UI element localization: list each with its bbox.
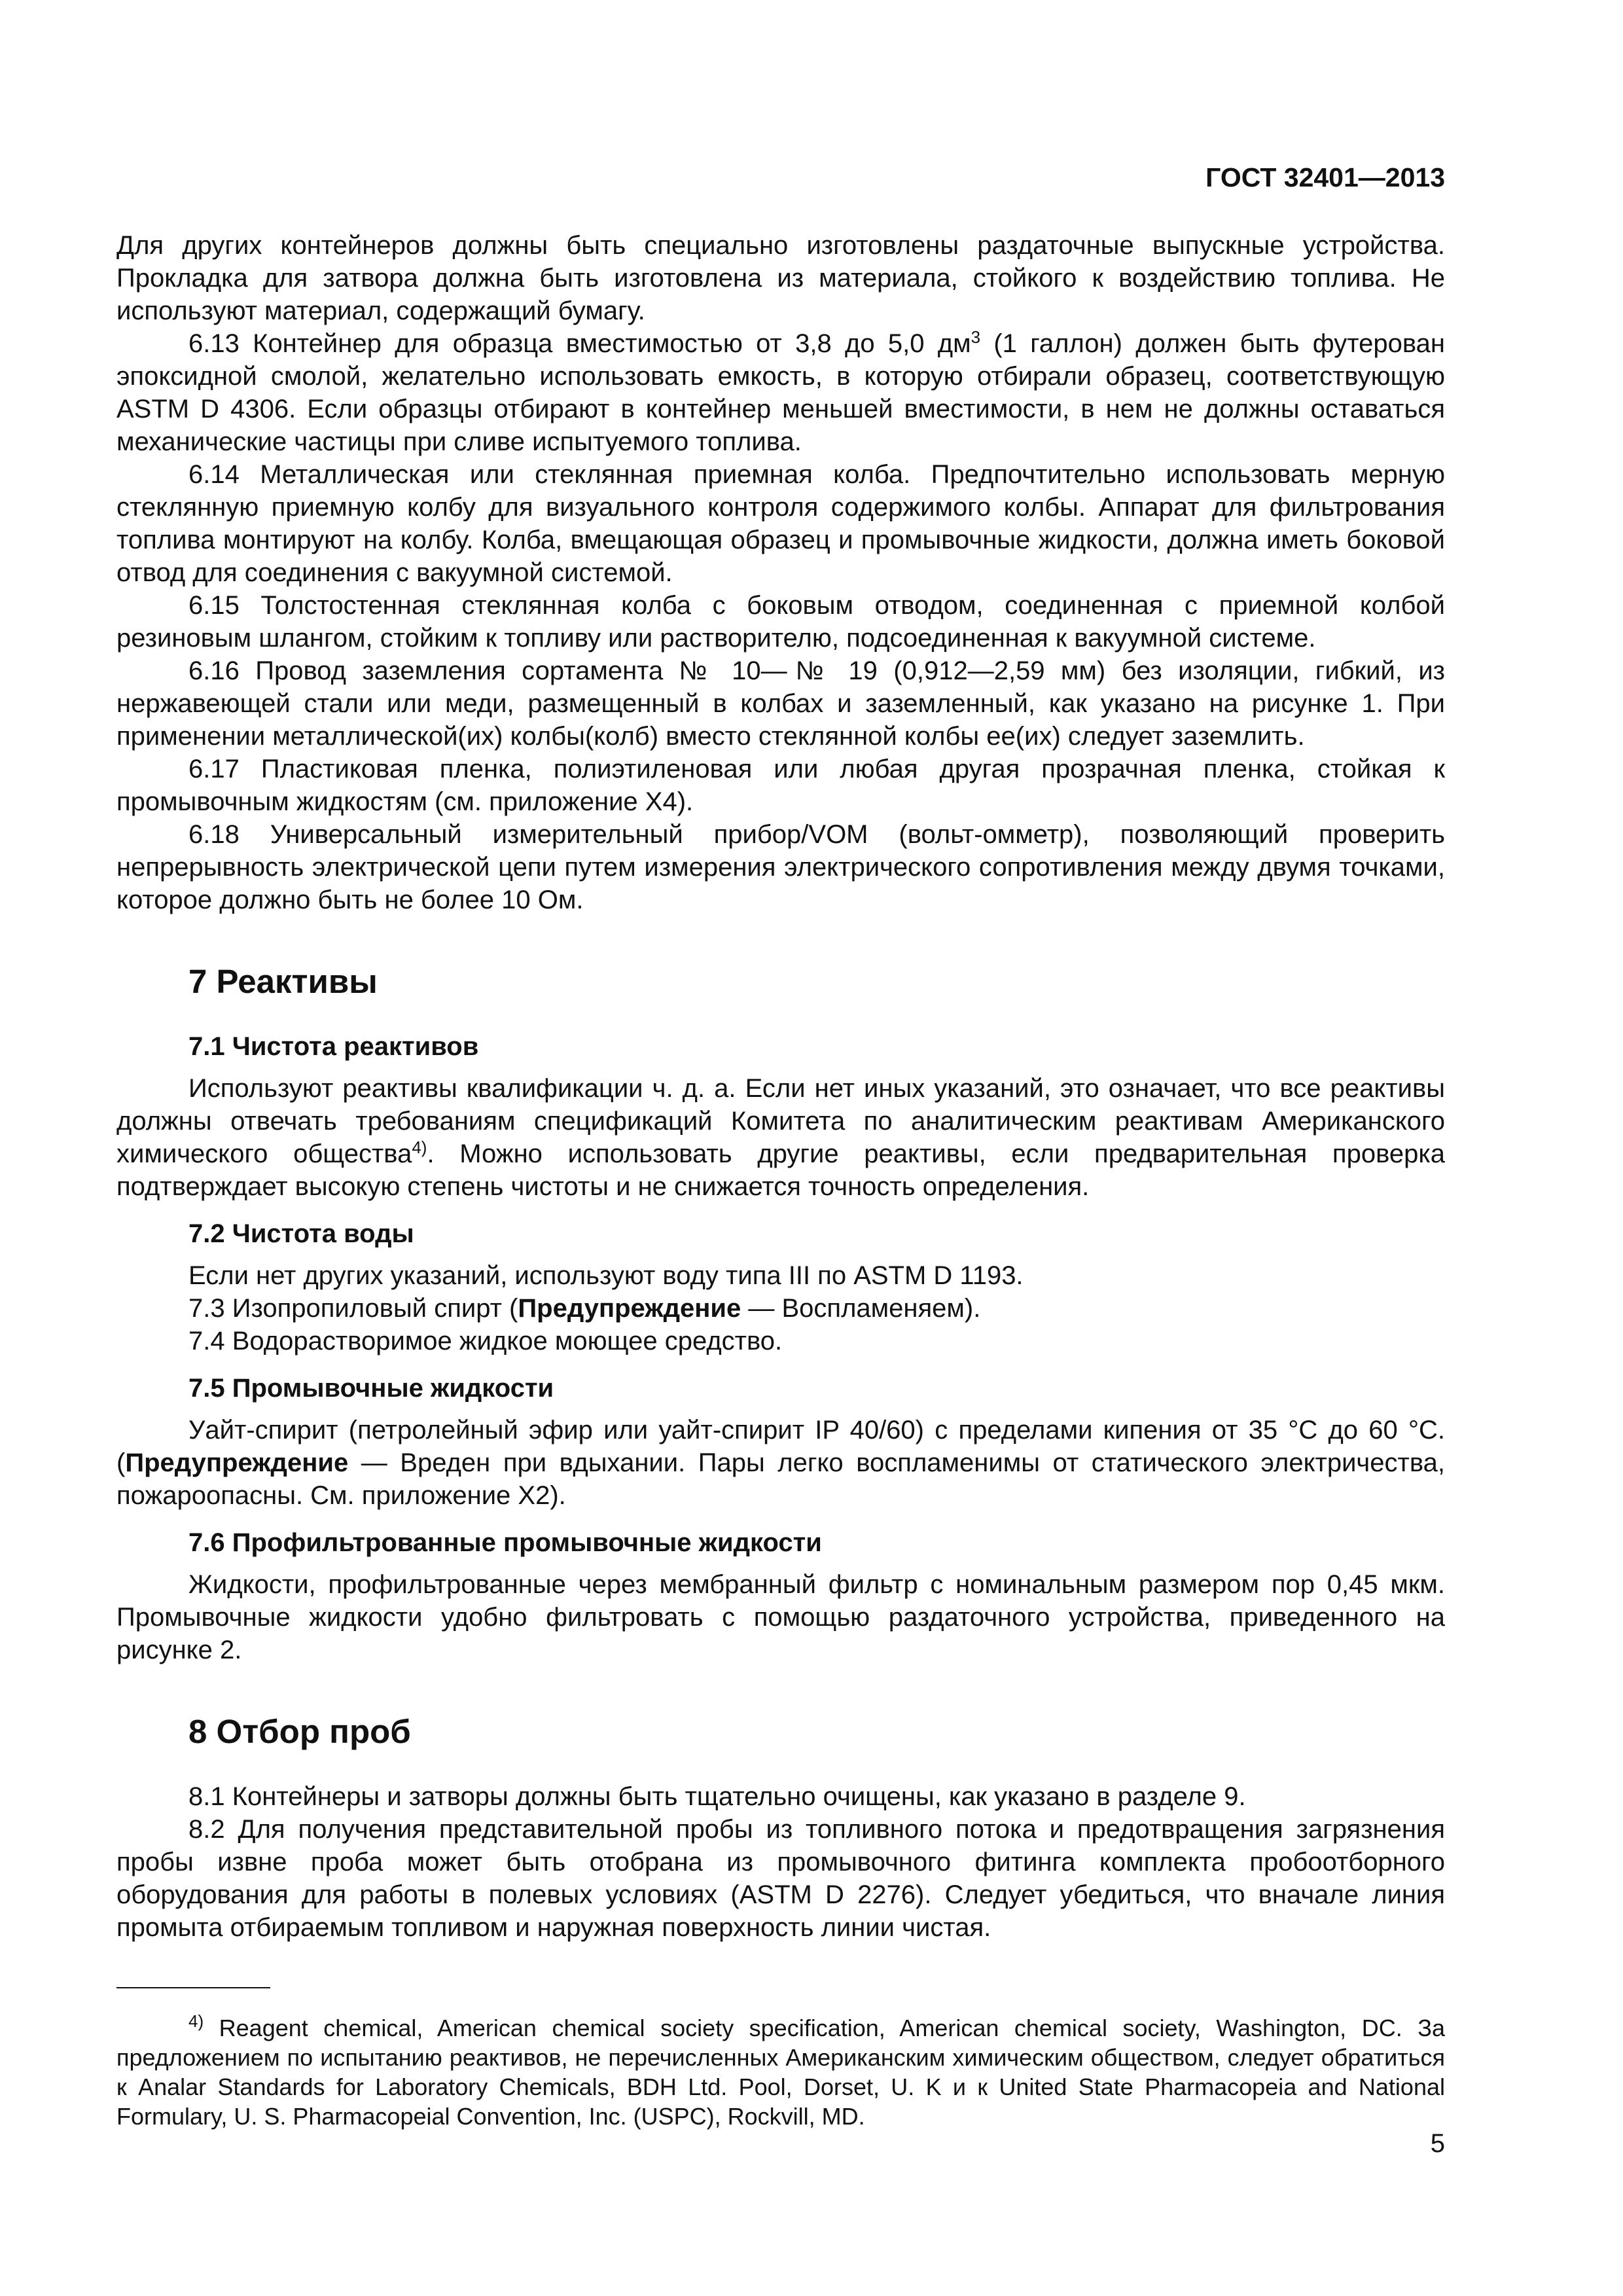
- paragraph-7-3-part2: — Воспламеняем).: [741, 1294, 981, 1323]
- superscript-cubic: 3: [971, 327, 981, 347]
- warning-label: Предупреждение: [125, 1448, 349, 1477]
- paragraph-6-13-part1: 6.13 Контейнер для образца вместимостью от 3,8 до 5,0 дм: [188, 329, 971, 358]
- paragraph-7-5-part1: Уайт-спирит (петролейный эфир или уайт-спирит IP 40/60) с пределами кипения от 35 °С до 60 °С. (: [116, 1416, 1445, 1477]
- section-8-heading: 8 Отбор проб: [188, 1713, 411, 1750]
- paragraph-continuation: Для других контейнеров должны быть специально изготовлены раздаточные выпускные устройства. Прокладка для затвора должна быть изготовлена из материала, стойкого к воздействию топлива. Не используют материал, содержащий бумагу.: [116, 231, 1445, 325]
- paragraph-8-2: 8.2 Для получения представительной пробы из топливного потока и предотвращения загрязнения пробы извне проба может быть отобрана из промывочного фитинга комплекта пробоотборного оборудования для работы в полевых условиях (ASTM D 2276). Следует убедиться, что вначале линия промыта отбираемым топливом и наружная поверхность линии чистая.: [116, 1815, 1445, 1942]
- document-header: ГОСТ 32401—2013: [1205, 162, 1445, 192]
- paragraph-7-1: [116, 1072, 1445, 1203]
- paragraph-7-6: Жидкости, профильтрованные через мембранный фильтр с номинальным размером пор 0,45 мкм. Промывочные жидкости удобно фильтровать с помощью раздаточного устройства, приведенного на рисунке 2.: [116, 1570, 1445, 1664]
- paragraph-6-13: [116, 327, 1445, 458]
- paragraph-6-17: 6.17 Пластиковая пленка, полиэтиленовая или любая другая прозрачная пленка, стойкая к промывочным жидкостям (см. приложение Х4).: [116, 755, 1445, 816]
- footnote-divider: [116, 1987, 270, 1988]
- paragraph-6-16: 6.16 Провод заземления сортамента № 10—№ 19 (0,912—2,59 мм) без изоляции, гибкий, из нержавеющей стали или меди, размещенный в колбах и заземленный, как указано на рисунке 1. При применении металлической(их) колбы(колб) вместо стеклянной колбы ее(их) следует заземлить.: [116, 656, 1445, 751]
- section-7-heading: 7 Реактивы: [188, 963, 378, 1000]
- paragraph-6-13-part2: (1 галлон) должен быть футерован эпоксидной смолой, желательно использовать емкость, в которую отбирали образец, соответствующую ASTM D 4306. Если образцы отбирают в контейнер меньшей вместимости, в нем не должны оставаться механические частицы при сливе испытуемого топлива.: [116, 329, 1445, 456]
- subsection-7-5-heading: 7.5 Промывочные жидкости: [188, 1374, 554, 1403]
- paragraph-6-15: 6.15 Толстостенная стеклянная колба с боковым отводом, соединенная с приемной колбой резиновым шлангом, стойким к топливу или растворителю, подсоединенная к вакуумной системе.: [116, 591, 1445, 653]
- subsection-7-2-heading: 7.2 Чистота воды: [188, 1219, 414, 1248]
- subsection-7-6-heading: 7.6 Профильтрованные промывочные жидкости: [188, 1528, 822, 1557]
- paragraph-7-5-part2: — Вреден при вдыхании. Пары легко воспламенимы от статического электричества, пожароопасны. См. приложение Х2).: [116, 1448, 1445, 1510]
- warning-label: Предупреждение: [518, 1294, 741, 1323]
- paragraph-7-2: Если нет других указаний, используют воду типа III по ASTM D 1193.: [188, 1261, 1024, 1290]
- subsection-7-1-heading: 7.1 Чистота реактивов: [188, 1032, 479, 1061]
- page-number: 5: [1430, 2129, 1445, 2158]
- paragraph-8-1: 8.1 Контейнеры и затворы должны быть тщательно очищены, как указано в разделе 9.: [188, 1782, 1246, 1811]
- paragraph-7-3: [116, 1292, 1445, 1325]
- paragraph-6-18: 6.18 Универсальный измерительный прибор/VOM (вольт-омметр), позволяющий проверить непрерывность электрической цепи путем измерения электрического сопротивления между двумя точками, которое должно быть не более 10 Ом.: [116, 820, 1445, 914]
- footnote-reference: 4): [412, 1138, 427, 1157]
- paragraph-7-1-part2: . Можно использовать другие реактивы, если предварительная проверка подтверждает высокую степень чистоты и не снижается точность определения.: [116, 1139, 1445, 1201]
- page-content: [116, 229, 1445, 2131]
- paragraph-7-1-part1: Используют реактивы квалификации ч. д. а. Если нет иных указаний, это означает, что все реактивы должны отвечать требованиям спецификаций Комитета по аналитическим реактивам Американского химического общества: [116, 1074, 1445, 1168]
- footnote: [116, 2013, 1445, 2131]
- footnote-marker: 4): [188, 2011, 204, 2031]
- paragraph-6-14: 6.14 Металлическая или стеклянная приемная колба. Предпочтительно использовать мерную стеклянную приемную колбу для визуального контроля содержимого колбы. Аппарат для фильтрования топлива монтируют на колбу. Колба, вмещающая образец и промывочные жидкости, должна иметь боковой отвод для соединения с вакуумной системой.: [116, 460, 1445, 587]
- footnote-text: Reagent chemical, American chemical society specification, American chemical society, Washington, DC. За предложением по испытанию реактивов, не перечисленных Американским химическим обществом, следует обратиться к Analar Standards for Laboratory Chemicals, BDH Ltd. Pool, Dorset, U. K и к United State Pharmacopeia and National Formulary, U. S. Pharmacopeial Convention, Inc. (USPC), Rockvill, MD.: [116, 2015, 1445, 2130]
- paragraph-7-5: [116, 1414, 1445, 1512]
- paragraph-7-3-part1: 7.3 Изопропиловый спирт (: [188, 1294, 518, 1323]
- paragraph-7-4: 7.4 Водорастворимое жидкое моющее средство.: [188, 1327, 783, 1355]
